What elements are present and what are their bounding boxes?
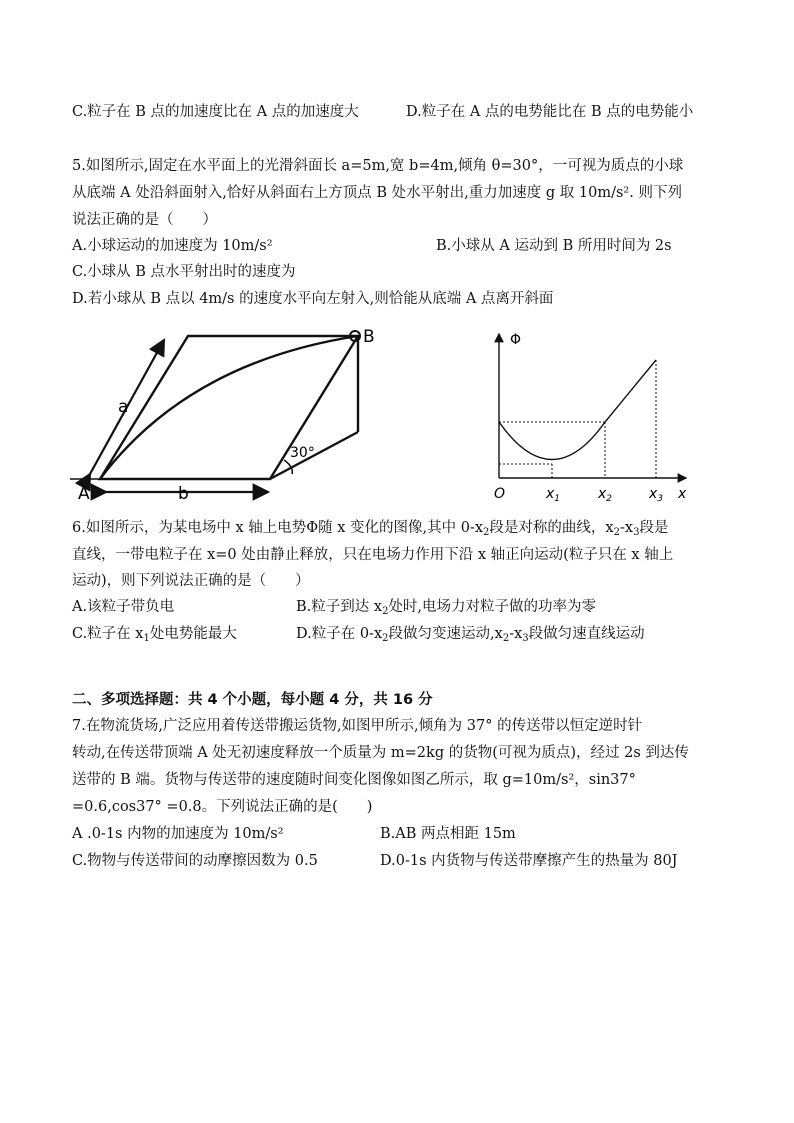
- x-axis-label: x: [678, 486, 687, 502]
- q6-opt-d-3: -x: [509, 626, 523, 642]
- q6-stem-1d: 段是: [639, 520, 669, 536]
- q6-stem-line-1: [72, 518, 668, 543]
- q6-stem-1a: 6.如图所示，为某电场中 x 轴上电势Φ随 x 变化的图像,其中 0-x: [72, 520, 484, 536]
- label-a: a: [118, 397, 129, 417]
- q6-option-b: [296, 597, 596, 622]
- q7-option-d: D.0-1s 内货物与传送带摩擦产生的热量为 80J: [380, 853, 678, 869]
- tick-label-x1: $x_1$: [546, 486, 561, 504]
- q6-stem-1b: 段是对称的曲线，x: [489, 520, 614, 536]
- q4-option-c: C.粒子在 B 点的加速度比在 A 点的加速度大: [72, 104, 359, 120]
- potential-curve: [499, 360, 656, 460]
- q6-option-d: [296, 624, 645, 649]
- label-point-A: A: [78, 484, 90, 504]
- q7-stem-line-1: 7.在物流货场,广泛应用着传送带搬运货物,如图甲所示,倾角为 37° 的传送带以恒定逆时针: [72, 718, 643, 734]
- q7-stem-line-2: 转动,在传送带顶端 A 处无初速度释放一个质量为 m=2kg 的货物(可视为质点)，经过 2s 到达传: [72, 745, 689, 761]
- q6-sub: 2: [613, 527, 620, 538]
- label-angle: 30°: [290, 445, 315, 461]
- q5-stem-line-2: 从底端 A 处沿斜面射入,恰好从斜面右上方顶点 B 处水平射出,重力加速度 g 取 10m/s². 则下列: [72, 185, 682, 201]
- y-axis-label: Φ: [510, 332, 522, 348]
- q7-option-b: B.AB 两点相距 15m: [380, 826, 516, 842]
- q6-opt-d-1: D.粒子在 0-x: [296, 626, 383, 642]
- tick-label-x3: $x_3$: [649, 486, 664, 504]
- q5-option-a: A.小球运动的加速度为 10m/s²: [72, 238, 273, 254]
- q6-stem-1c: -x: [619, 520, 634, 536]
- q7-stem-line-3: 送带的 B 端。货物与传送带的速度随时间变化图像如图乙所示，取 g=10m/s²，sin37°: [72, 772, 636, 788]
- label-b: b: [178, 484, 189, 504]
- q6-opt-b-2: 处时,电场力对粒子做的功率为零: [388, 599, 597, 615]
- section-2-heading: 二、多项选择题：共 4 个小题，每小题 4 分，共 16 分: [72, 692, 433, 708]
- q6-opt-b-1: B.粒子到达 x: [296, 599, 383, 615]
- q5-option-b: B.小球从 A 运动到 B 所用时间为 2s: [436, 238, 672, 254]
- tick-label-x2: $x_2$: [598, 486, 613, 504]
- q7-option-c: C.物物与传送带间的动摩擦因数为 0.5: [72, 853, 318, 869]
- incline-outline: [100, 336, 358, 479]
- label-point-B: B: [363, 327, 375, 347]
- q6-sub: 3: [522, 633, 529, 644]
- q6-option-a: A.该粒子带负电: [72, 599, 175, 615]
- q5-option-d: D.若小球从 B 点以 4m/s 的速度水平向左射入,则恰能从底端 A 点离开斜面: [72, 291, 554, 307]
- q6-opt-d-4: 段做匀速直线运动: [528, 626, 645, 642]
- q6-stem-line-3: 运动)，则下列说法正确的是（ ）: [72, 573, 310, 589]
- q6-sub: 1: [143, 633, 150, 644]
- q6-sub: 2: [382, 606, 389, 617]
- q7-stem-line-4: =0.6,cos37° =0.8。下列说法正确的是( ): [72, 799, 373, 815]
- q6-opt-c-1: C.粒子在 x: [72, 626, 144, 642]
- q6-sub: 2: [382, 633, 389, 644]
- q6-sub: 3: [633, 527, 640, 538]
- origin-label: O: [494, 486, 506, 502]
- incline-figure: [68, 322, 398, 507]
- q6-sub: 2: [483, 527, 490, 538]
- q5-stem-line-3: 说法正确的是（ ）: [72, 212, 217, 228]
- q5-stem-line-1: 5.如图所示,固定在水平面上的光滑斜面长 a=5m,宽 b=4m,倾角 θ=30°，一可视为质点的小球: [72, 158, 684, 174]
- potential-graph: [480, 322, 700, 507]
- q6-opt-c-2: 处电势能最大: [149, 626, 237, 642]
- q6-sub: 2: [502, 633, 510, 644]
- q4-option-d: D.粒子在 A 点的电势能比在 B 点的电势能小: [406, 104, 694, 120]
- ball-trajectory: [100, 336, 358, 479]
- q5-option-c: C.小球从 B 点水平射出时的速度为: [72, 264, 296, 280]
- q7-option-a: A .0-1s 内物的加速度为 10m/s²: [72, 826, 284, 842]
- q6-stem-line-2: 直线，一带电粒子在 x=0 处由静止释放，只在电场力作用下沿 x 轴正向运动(粒子只在 x 轴上: [72, 547, 674, 563]
- q6-option-c: [72, 624, 237, 649]
- q6-opt-d-2: 段做匀变速运动,x: [388, 626, 503, 642]
